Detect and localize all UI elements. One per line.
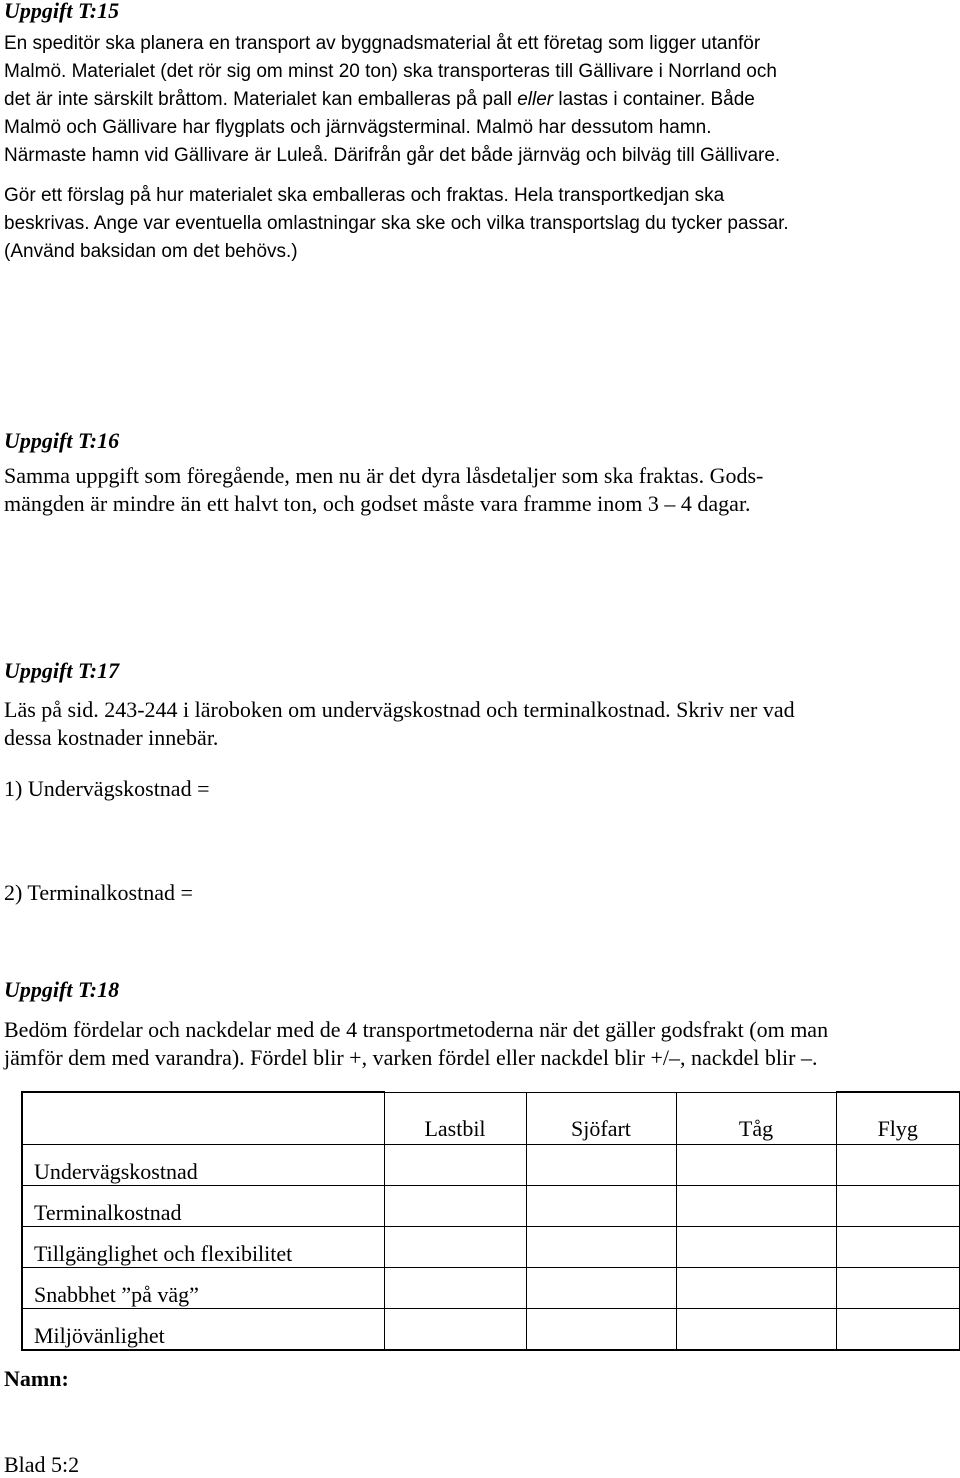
answer-cell[interactable] (676, 1268, 836, 1309)
t15-line-3 (4, 86, 934, 114)
t15-task-line-3: (Använd baksidan om det behövs.) (4, 241, 298, 262)
page-label: Blad 5:2 (4, 1452, 80, 1477)
column-header-flyg: Flyg (836, 1092, 960, 1145)
answer-cell[interactable] (384, 1268, 526, 1309)
table-row (22, 1309, 960, 1351)
t17-item-2: 2) Terminalkostnad = (4, 880, 193, 905)
row-label-undervagskostnad: Undervägskostnad (22, 1145, 384, 1186)
t17-line-2: dessa kostnader innebär. (4, 725, 219, 750)
heading-t17: Uppgift T:17 (4, 658, 120, 683)
answer-cell[interactable] (526, 1309, 676, 1351)
answer-cell[interactable] (526, 1145, 676, 1186)
t17-description (4, 696, 934, 752)
t15-line-1: En speditör ska planera en transport av byggnadsmaterial åt ett företag som ligger utanför (4, 33, 761, 54)
table-row (22, 1268, 960, 1309)
t15-line-5: Närmaste hamn vid Gällivare är Luleå. Därifrån går det både järnväg och bilväg till Gällivare. (4, 145, 781, 166)
table-header-row (22, 1092, 960, 1145)
answer-cell[interactable] (384, 1309, 526, 1351)
answer-cell[interactable] (676, 1227, 836, 1268)
t18-line-1: Bedöm fördelar och nackdelar med de 4 transportmetoderna när det gäller godsfrakt (om man (4, 1017, 829, 1042)
heading-t18: Uppgift T:18 (4, 977, 120, 1002)
t15-emphasis-eller: eller (517, 89, 554, 110)
t15-line-3b: lastas i container. Både (553, 89, 755, 110)
name-label: Namn: (4, 1366, 69, 1391)
t15-line-4: Malmö och Gällivare har flygplats och järnvägsterminal. Malmö har dessutom hamn. (4, 117, 712, 138)
answer-cell[interactable] (836, 1145, 960, 1186)
row-label-terminalkostnad: Terminalkostnad (22, 1186, 384, 1227)
t16-description (4, 462, 934, 518)
t15-task-line-1: Gör ett förslag på hur materialet ska emballeras och fraktas. Hela transportkedjan ska (4, 185, 725, 206)
column-header-lastbil: Lastbil (384, 1092, 526, 1145)
answer-cell[interactable] (384, 1145, 526, 1186)
t15-line-2: Malmö. Materialet (det rör sig om minst 20 ton) ska transporteras till Gällivare i Norrland och (4, 61, 777, 82)
answer-cell[interactable] (836, 1268, 960, 1309)
t17-item-1: 1) Undervägskostnad = (4, 776, 210, 801)
table-corner-cell (22, 1092, 384, 1145)
heading-t16: Uppgift T:16 (4, 428, 120, 453)
t17-line-1: Läs på sid. 243-244 i läroboken om undervägskostnad och terminalkostnad. Skriv ner vad (4, 697, 795, 722)
answer-cell[interactable] (676, 1145, 836, 1186)
t15-task (4, 182, 934, 266)
column-header-sjofart: Sjöfart (526, 1092, 676, 1145)
answer-cell[interactable] (526, 1186, 676, 1227)
t18-line-2: jämför dem med varandra). Fördel blir +, varken fördel eller nackdel blir +/–, nackdel blir –. (4, 1045, 818, 1070)
answer-cell[interactable] (384, 1227, 526, 1268)
answer-cell[interactable] (676, 1186, 836, 1227)
t15-line-3a: det är inte särskilt bråttom. Materialet kan emballeras på pall (4, 89, 518, 110)
table-row (22, 1145, 960, 1186)
answer-cell[interactable] (526, 1268, 676, 1309)
table-row (22, 1227, 960, 1268)
t15-task-line-2: beskrivas. Ange var eventuella omlastningar ska ske och vilka transportslag du tycker passar. (4, 213, 789, 234)
t16-line-1: Samma uppgift som föregående, men nu är det dyra låsdetaljer som ska fraktas. Gods- (4, 463, 764, 488)
answer-cell[interactable] (836, 1186, 960, 1227)
t16-line-2: mängden är mindre än ett halvt ton, och godset måste vara framme inom 3 – 4 dagar. (4, 491, 751, 516)
t18-description (4, 1016, 934, 1072)
row-label-miljovanlighet: Miljövänlighet (22, 1309, 384, 1351)
column-header-tag: Tåg (676, 1092, 836, 1145)
answer-cell[interactable] (384, 1186, 526, 1227)
answer-cell[interactable] (836, 1227, 960, 1268)
answer-cell[interactable] (676, 1309, 836, 1351)
row-label-snabbhet: Snabbhet ”på väg” (22, 1268, 384, 1309)
answer-cell[interactable] (526, 1227, 676, 1268)
t15-description (4, 30, 934, 170)
heading-t15: Uppgift T:15 (4, 0, 120, 23)
table-row (22, 1186, 960, 1227)
row-label-tillganglighet: Tillgänglighet och flexibilitet (22, 1227, 384, 1268)
answer-cell[interactable] (836, 1309, 960, 1351)
evaluation-table (21, 1091, 960, 1351)
